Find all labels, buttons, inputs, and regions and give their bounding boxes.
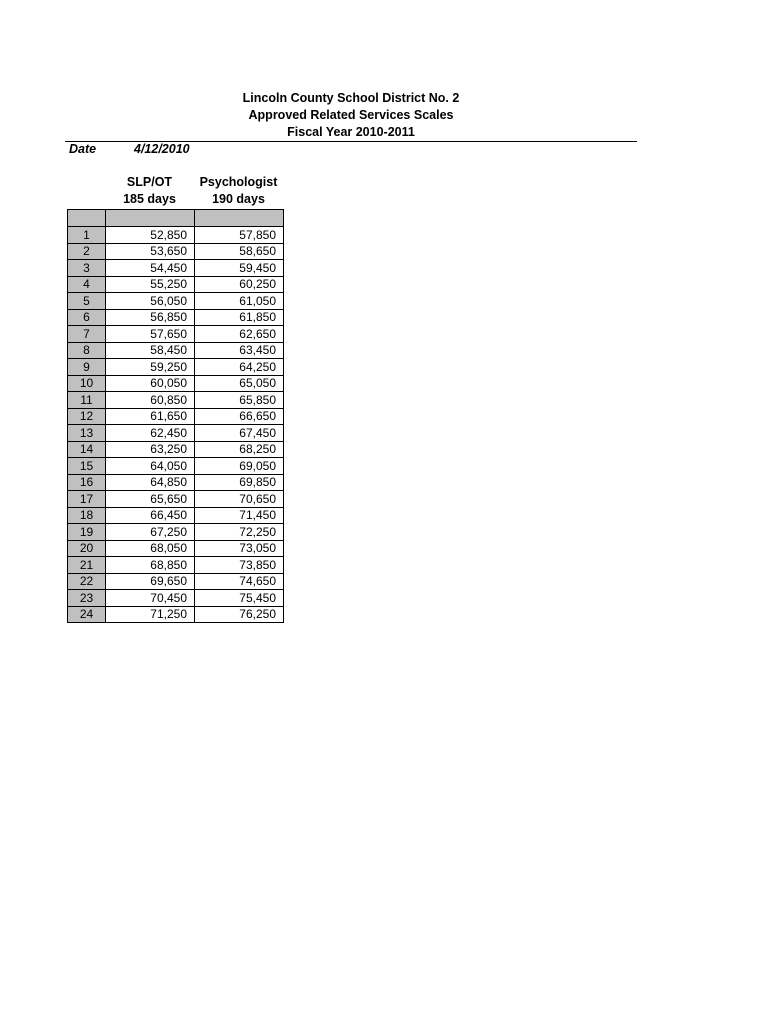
slp-ot-salary-cell: 52,850 bbox=[106, 227, 195, 244]
slp-ot-salary-cell: 62,450 bbox=[106, 425, 195, 442]
slp-ot-salary-cell: 68,850 bbox=[106, 557, 195, 574]
slp-ot-salary-cell: 60,050 bbox=[106, 375, 195, 392]
slp-ot-salary-cell: 60,850 bbox=[106, 392, 195, 409]
step-number-cell: 11 bbox=[68, 392, 106, 409]
step-number-cell: 9 bbox=[68, 359, 106, 376]
table-row bbox=[68, 326, 284, 343]
table-row bbox=[68, 491, 284, 508]
slp-ot-salary-cell: 63,250 bbox=[106, 441, 195, 458]
table-row bbox=[68, 458, 284, 475]
psychologist-salary-cell: 57,850 bbox=[195, 227, 284, 244]
table-body bbox=[68, 227, 284, 623]
step-number-cell: 20 bbox=[68, 540, 106, 557]
table-row bbox=[68, 540, 284, 557]
table-row bbox=[68, 557, 284, 574]
step-number-cell: 15 bbox=[68, 458, 106, 475]
column-header-psychologist bbox=[194, 174, 283, 208]
psychologist-salary-cell: 71,450 bbox=[195, 507, 284, 524]
table-row bbox=[68, 359, 284, 376]
psychologist-salary-cell: 74,650 bbox=[195, 573, 284, 590]
column-header-slp-ot-name: SLP/OT bbox=[126, 175, 173, 189]
step-header-cell bbox=[68, 210, 106, 227]
slp-ot-salary-cell: 70,450 bbox=[106, 590, 195, 607]
step-number-cell: 8 bbox=[68, 342, 106, 359]
slp-ot-salary-cell: 58,450 bbox=[106, 342, 195, 359]
step-number-cell: 16 bbox=[68, 474, 106, 491]
table-row bbox=[68, 590, 284, 607]
table-row bbox=[68, 524, 284, 541]
step-number-cell: 3 bbox=[68, 260, 106, 277]
district-name: Lincoln County School District No. 2 bbox=[242, 91, 460, 105]
table-row bbox=[68, 375, 284, 392]
document-title bbox=[65, 90, 637, 141]
slp-ot-salary-cell: 55,250 bbox=[106, 276, 195, 293]
date-value: 4/12/2010 bbox=[134, 142, 190, 156]
fiscal-year: Fiscal Year 2010-2011 bbox=[287, 125, 415, 139]
step-number-cell: 12 bbox=[68, 408, 106, 425]
step-number-cell: 14 bbox=[68, 441, 106, 458]
table-row bbox=[68, 606, 284, 623]
column-header-psychologist-days: 190 days bbox=[212, 192, 265, 206]
slp-ot-salary-cell: 56,050 bbox=[106, 293, 195, 310]
psychologist-salary-cell: 61,850 bbox=[195, 309, 284, 326]
psychologist-salary-cell: 59,450 bbox=[195, 260, 284, 277]
table-row bbox=[68, 260, 284, 277]
slp-ot-salary-cell: 59,250 bbox=[106, 359, 195, 376]
slp-ot-salary-cell: 66,450 bbox=[106, 507, 195, 524]
step-number-cell: 21 bbox=[68, 557, 106, 574]
psychologist-salary-cell: 70,650 bbox=[195, 491, 284, 508]
psychologist-salary-cell: 60,250 bbox=[195, 276, 284, 293]
slp-ot-salary-cell: 57,650 bbox=[106, 326, 195, 343]
slp-header-cell bbox=[106, 210, 195, 227]
psychologist-salary-cell: 63,450 bbox=[195, 342, 284, 359]
step-number-cell: 13 bbox=[68, 425, 106, 442]
column-header-slp-ot-days: 185 days bbox=[123, 192, 176, 206]
psychologist-salary-cell: 67,450 bbox=[195, 425, 284, 442]
table-row bbox=[68, 474, 284, 491]
psychologist-salary-cell: 76,250 bbox=[195, 606, 284, 623]
table-row bbox=[68, 342, 284, 359]
step-number-cell: 17 bbox=[68, 491, 106, 508]
psy-header-cell bbox=[195, 210, 284, 227]
slp-ot-salary-cell: 71,250 bbox=[106, 606, 195, 623]
table-row bbox=[68, 243, 284, 260]
step-number-cell: 7 bbox=[68, 326, 106, 343]
psychologist-salary-cell: 65,050 bbox=[195, 375, 284, 392]
column-header-slp-ot bbox=[105, 174, 194, 208]
psychologist-salary-cell: 62,650 bbox=[195, 326, 284, 343]
date-label: Date bbox=[69, 142, 97, 156]
slp-ot-salary-cell: 67,250 bbox=[106, 524, 195, 541]
step-number-cell: 10 bbox=[68, 375, 106, 392]
step-number-cell: 2 bbox=[68, 243, 106, 260]
scale-title: Approved Related Services Scales bbox=[248, 108, 454, 122]
psychologist-salary-cell: 58,650 bbox=[195, 243, 284, 260]
psychologist-salary-cell: 75,450 bbox=[195, 590, 284, 607]
salary-scale-table bbox=[67, 209, 284, 623]
step-number-cell: 23 bbox=[68, 590, 106, 607]
slp-ot-salary-cell: 64,050 bbox=[106, 458, 195, 475]
psychologist-salary-cell: 73,050 bbox=[195, 540, 284, 557]
step-number-cell: 4 bbox=[68, 276, 106, 293]
step-number-cell: 24 bbox=[68, 606, 106, 623]
step-number-cell: 5 bbox=[68, 293, 106, 310]
table-header-row bbox=[68, 210, 284, 227]
table-row bbox=[68, 425, 284, 442]
table-row bbox=[68, 392, 284, 409]
column-header-psychologist-name: Psychologist bbox=[199, 175, 278, 189]
table-row bbox=[68, 507, 284, 524]
step-number-cell: 18 bbox=[68, 507, 106, 524]
slp-ot-salary-cell: 61,650 bbox=[106, 408, 195, 425]
psychologist-salary-cell: 64,250 bbox=[195, 359, 284, 376]
slp-ot-salary-cell: 56,850 bbox=[106, 309, 195, 326]
step-number-cell: 6 bbox=[68, 309, 106, 326]
slp-ot-salary-cell: 53,650 bbox=[106, 243, 195, 260]
psychologist-salary-cell: 61,050 bbox=[195, 293, 284, 310]
slp-ot-salary-cell: 65,650 bbox=[106, 491, 195, 508]
psychologist-salary-cell: 73,850 bbox=[195, 557, 284, 574]
psychologist-salary-cell: 69,850 bbox=[195, 474, 284, 491]
psychologist-salary-cell: 68,250 bbox=[195, 441, 284, 458]
slp-ot-salary-cell: 54,450 bbox=[106, 260, 195, 277]
table-row bbox=[68, 293, 284, 310]
psychologist-salary-cell: 72,250 bbox=[195, 524, 284, 541]
slp-ot-salary-cell: 64,850 bbox=[106, 474, 195, 491]
table-row bbox=[68, 573, 284, 590]
table-row bbox=[68, 309, 284, 326]
slp-ot-salary-cell: 68,050 bbox=[106, 540, 195, 557]
table-row bbox=[68, 276, 284, 293]
step-number-cell: 1 bbox=[68, 227, 106, 244]
psychologist-salary-cell: 66,650 bbox=[195, 408, 284, 425]
slp-ot-salary-cell: 69,650 bbox=[106, 573, 195, 590]
step-number-cell: 19 bbox=[68, 524, 106, 541]
psychologist-salary-cell: 69,050 bbox=[195, 458, 284, 475]
step-number-cell: 22 bbox=[68, 573, 106, 590]
table-row bbox=[68, 441, 284, 458]
psychologist-salary-cell: 65,850 bbox=[195, 392, 284, 409]
table-row bbox=[68, 227, 284, 244]
table-row bbox=[68, 408, 284, 425]
